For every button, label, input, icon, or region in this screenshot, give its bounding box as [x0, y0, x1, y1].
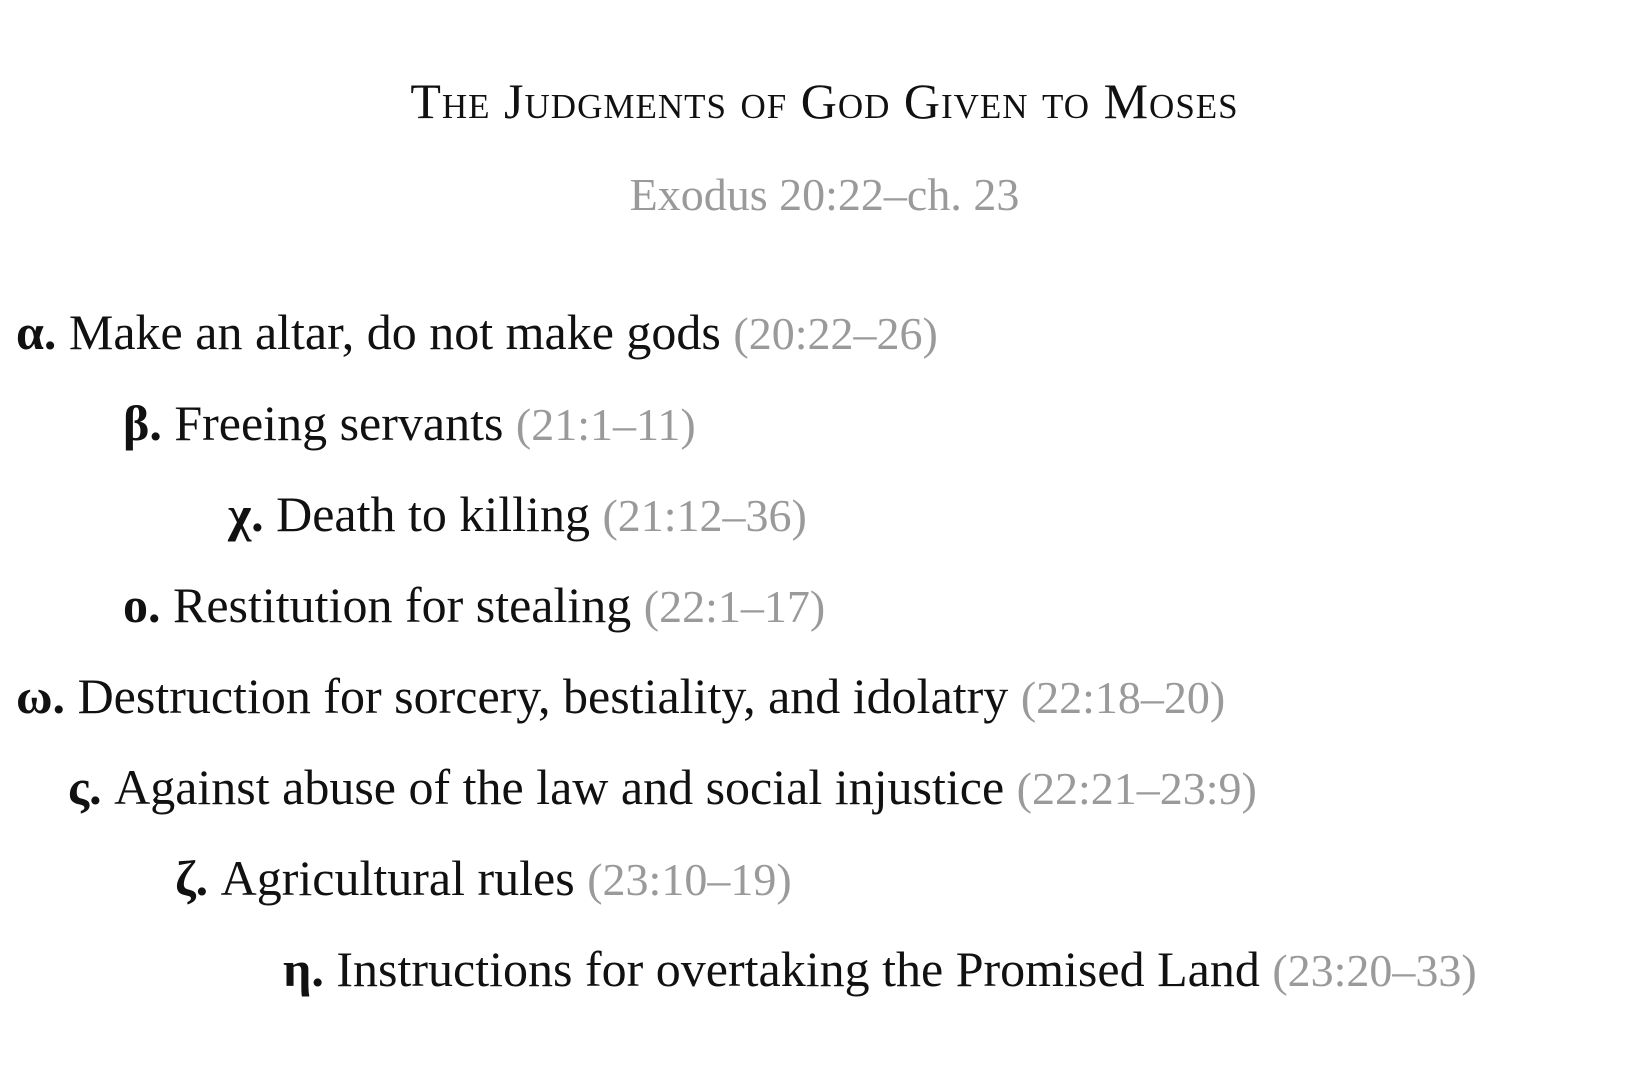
outline-item — [123, 573, 825, 639]
item-reference: (21:1–11) — [515, 399, 696, 450]
outline-item — [16, 664, 1225, 730]
outline-item — [16, 300, 938, 366]
item-marker: α. — [16, 304, 57, 360]
item-reference: (20:22–26) — [733, 308, 938, 359]
item-marker: ζ. — [175, 850, 209, 906]
item-reference: (21:12–36) — [602, 490, 807, 541]
item-text: Against abuse of the law and social injustice — [114, 759, 1005, 815]
item-reference: (22:21–23:9) — [1016, 763, 1257, 814]
item-marker: ω. — [16, 668, 66, 724]
outline-item — [68, 755, 1257, 821]
item-text: Restitution for stealing — [173, 577, 632, 633]
item-reference: (23:20–33) — [1272, 945, 1477, 996]
item-text: Instructions for overtaking the Promised Land — [336, 941, 1260, 997]
outline-item — [228, 482, 807, 548]
item-text: Freeing servants — [174, 395, 504, 451]
document-title: The Judgments of God Given to Moses — [410, 73, 1239, 129]
item-reference: (22:18–20) — [1020, 672, 1226, 723]
item-reference: (22:1–17) — [643, 581, 826, 632]
item-marker: ς. — [68, 759, 102, 815]
outline-item — [123, 391, 696, 457]
item-marker: ο. — [123, 577, 161, 633]
item-reference: (23:10–19) — [587, 854, 792, 905]
item-marker: η. — [283, 941, 324, 997]
item-text: Make an altar, do not make gods — [68, 304, 721, 360]
item-text: Destruction for sorcery, bestiality, and idolatry — [77, 668, 1009, 724]
item-text: Death to killing — [276, 486, 590, 542]
item-marker: χ. — [228, 486, 264, 542]
item-text: Agricultural rules — [220, 850, 575, 906]
item-marker: β. — [123, 395, 162, 451]
outline-item — [283, 937, 1477, 1003]
outline-item — [175, 846, 792, 912]
scripture-reference: Exodus 20:22–ch. 23 — [629, 169, 1020, 220]
